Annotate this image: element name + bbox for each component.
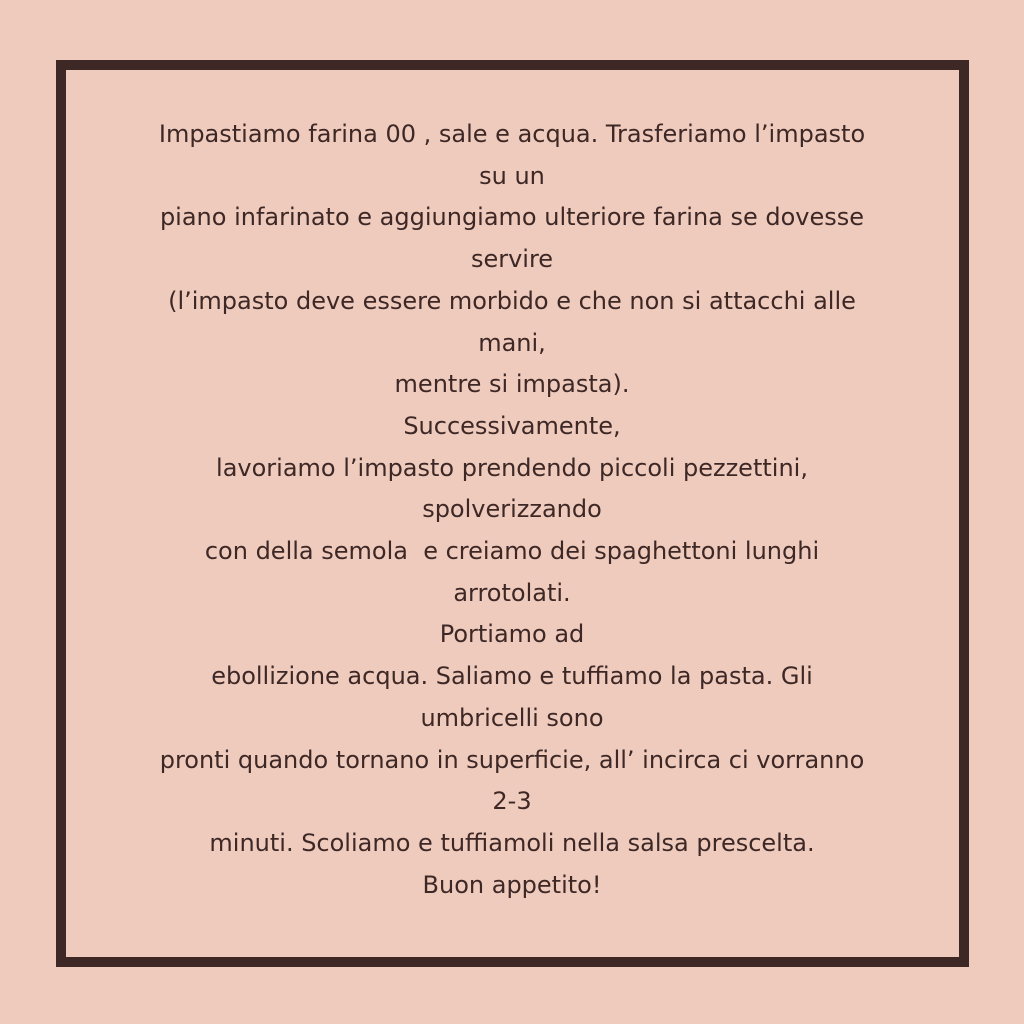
recipe-line: con della semola e creiamo dei spaghettoni lunghi: [204, 537, 820, 566]
recipe-line: lavoriamo l’impasto prendendo piccoli pezzettini,: [216, 453, 808, 482]
recipe-line: pronti quando tornano in superficie, all’ incirca ci vorranno: [159, 745, 865, 774]
recipe-text: [100, 114, 924, 906]
recipe-line: Successivamente,: [403, 411, 621, 440]
recipe-line: ebollizione acqua. Saliamo e tuffiamo la pasta. Gli: [211, 662, 813, 691]
recipe-line: 2-3: [492, 787, 532, 816]
recipe-line: servire: [470, 245, 554, 274]
recipe-line: minuti. Scoliamo e tuffiamoli nella salsa prescelta.: [209, 828, 815, 857]
recipe-line: mani,: [478, 328, 546, 357]
recipe-line: umbricelli sono: [420, 703, 604, 732]
recipe-line: mentre si impasta).: [394, 370, 630, 399]
recipe-line: (l’impasto deve essere morbido e che non si attacchi alle: [168, 286, 856, 315]
recipe-line: arrotolati.: [453, 578, 571, 607]
recipe-line: Portiamo ad: [439, 620, 585, 649]
recipe-line: spolverizzando: [422, 495, 602, 524]
recipe-line: Impastiamo farina 00 , sale e acqua. Trasferiamo l’impasto: [158, 120, 866, 148]
recipe-line: su un: [479, 161, 545, 190]
recipe-line: Buon appetito!: [422, 870, 602, 899]
recipe-line: piano infarinato e aggiungiamo ulteriore farina se dovesse: [159, 203, 865, 232]
